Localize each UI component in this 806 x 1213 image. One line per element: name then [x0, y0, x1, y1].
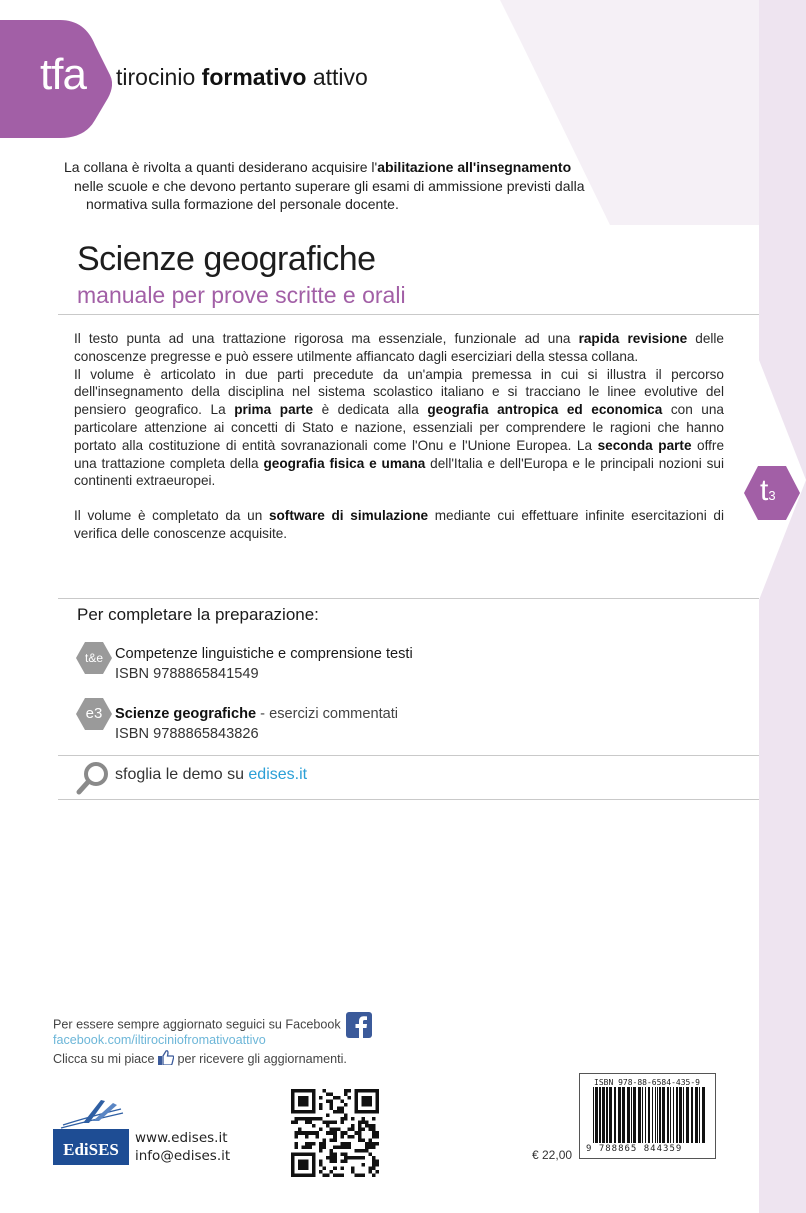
- related-book-2-title[interactable]: Scienze geografiche - esercizi commentati: [115, 706, 399, 722]
- edises-logo: [53, 1095, 129, 1165]
- svg-text:EdiSES: EdiSES: [63, 1140, 119, 1159]
- divider: [58, 598, 759, 599]
- related-book-1-isbn: ISBN 9788865841549: [115, 666, 259, 682]
- facebook-line-1: Per essere sempre aggiornato seguici su Facebook: [53, 1012, 372, 1038]
- description-paragraph-1: Il testo punta ad una trattazione rigorosa ma essenziale, funzionale ad una rapida revisione delle conoscenze pregresse e può essere utilmente affiancato dagli eserciziari della stessa collana.: [74, 331, 724, 364]
- facebook-line-3: Clicca su mi piace per ricevere gli aggiornamenti.: [53, 1052, 347, 1066]
- preparation-heading: Per completare la preparazione:: [77, 605, 319, 624]
- price-label: € 22,00: [532, 1148, 573, 1162]
- intro-line-1: La collana è rivolta a quanti desiderano acquisire l'abilitazione all'insegnamento: [64, 159, 572, 175]
- right-color-strip: [759, 0, 806, 1213]
- publisher-email[interactable]: info@edises.it: [135, 1148, 231, 1164]
- description-paragraph-3: Il volume è completato da un software di simulazione mediante cui effettuare infinite esercitazioni di verifica delle conoscenze acquisite.: [74, 508, 724, 541]
- series-title: tirocinio formativo attivo: [116, 64, 368, 90]
- intro-line-3: normativa sulla formazione del personale docente.: [86, 196, 399, 212]
- demo-link[interactable]: edises.it: [248, 766, 308, 783]
- thumbs-up-icon: [158, 1050, 174, 1065]
- facebook-url[interactable]: facebook.com/iltirociniofromativoattivo: [53, 1033, 266, 1047]
- related-book-1-title[interactable]: Competenze linguistiche e comprensione testi: [115, 646, 413, 662]
- series-intro: [64, 158, 684, 214]
- tfa-logo-text: tfa: [40, 50, 86, 99]
- book-description: [74, 330, 724, 543]
- divider: [58, 755, 759, 756]
- publisher-website[interactable]: www.edises.it: [135, 1130, 228, 1146]
- t3-badge-label: t3: [760, 474, 776, 507]
- divider: [58, 314, 759, 315]
- book-title: Scienze geografiche: [77, 240, 376, 278]
- search-magnifier-icon: [76, 761, 110, 795]
- divider: [58, 799, 759, 800]
- facebook-icon[interactable]: [346, 1012, 372, 1038]
- te-badge-label: t&e: [84, 651, 103, 665]
- barcode-digits: 9 788865 844359: [586, 1144, 683, 1154]
- demo-line: sfoglia le demo su edises.it: [115, 766, 308, 783]
- related-book-2-isbn: ISBN 9788865843826: [115, 726, 259, 742]
- book-subtitle: manuale per prove scritte e orali: [77, 282, 406, 308]
- qr-code: [289, 1089, 381, 1177]
- description-paragraph-2: Il volume è articolato in due parti precedute da un'ampia premessa in cui si illustra il percorso dell'insegnamento della disciplina nel sistema scolastico italiano e si tracciano le linee evolutive del pensiero geografico. La prima parte è dedicata alla geografia antropica ed economica con una particolare attenzione ai concetti di Stato e nazione, essenziali per comprendere le ragioni che hanno portato alla costituzione di entità sovranazionali come l'Onu e l'Unione Europea. La seconda parte offre una trattazione completa della geografia fisica e umana dell'Italia e dell'Europa e le principali nozioni sui continenti extraeuropei.: [74, 366, 725, 489]
- e3-badge-label: e3: [85, 705, 103, 722]
- intro-line-2: nelle scuole e che devono pertanto superare gli esami di ammissione previsti dalla: [74, 177, 585, 194]
- barcode-isbn-text: ISBN 978-88-6584-435-9: [594, 1078, 700, 1087]
